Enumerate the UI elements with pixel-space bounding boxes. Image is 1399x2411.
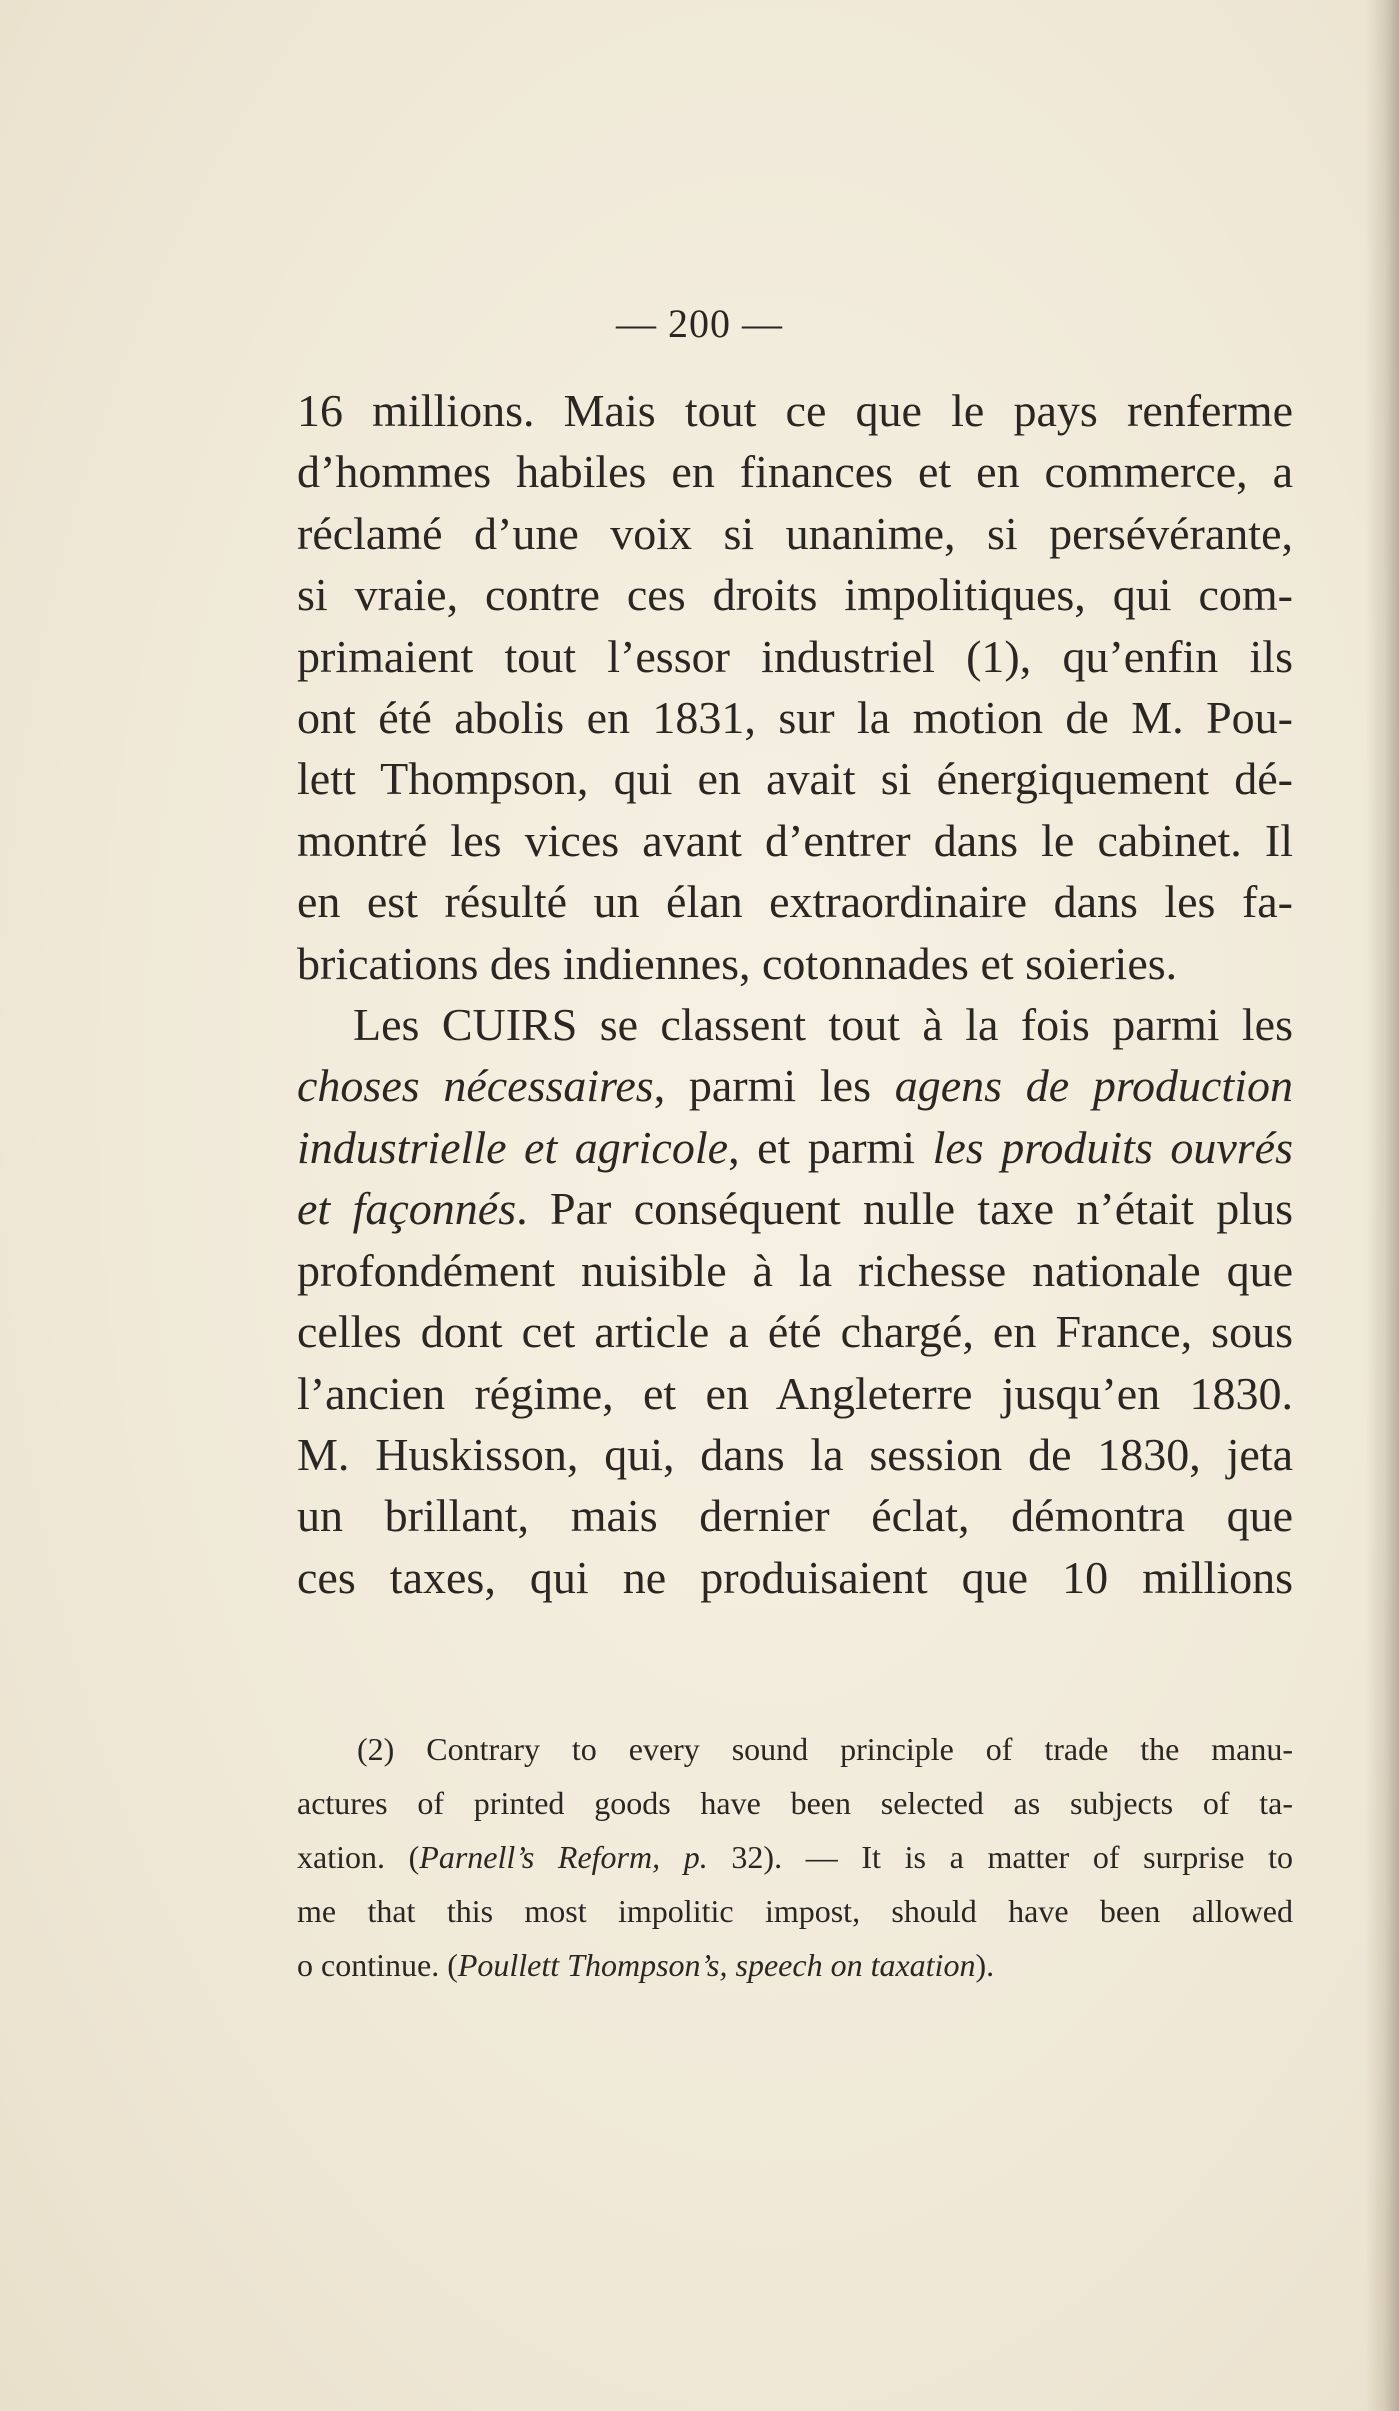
paragraph-cuirs-line — [297, 1178, 1293, 1239]
footnote-line — [297, 1830, 1293, 1884]
page-number: — 200 — — [616, 301, 783, 346]
text-run: , parmi les — [653, 1060, 895, 1112]
text-run: , et parmi — [728, 1121, 933, 1173]
citation-italic: Parnell’s Reform, p. — [419, 1839, 708, 1875]
italic-term: industrielle et agricole — [297, 1121, 729, 1173]
footnote-line: actures of printed goods have been selected as subjects of ta- — [297, 1785, 1293, 1821]
italic-term: les produits ouvrés — [932, 1121, 1294, 1173]
citation-italic: Poullett Thompson’s, speech on taxation — [457, 1947, 976, 1983]
paragraph-cuirs-line: ces taxes, qui ne produisaient que 10 millions — [297, 1551, 1293, 1603]
text-line: primaient tout l’essor industriel (1), qu’enfin ils — [297, 630, 1293, 682]
text-line: ont été abolis en 1831, sur la motion de M. Pou- — [297, 692, 1293, 744]
text-run: 32). — It is a matter of surprise to — [707, 1839, 1294, 1875]
text-run: ). — [975, 1947, 995, 1983]
italic-term: agens de production — [894, 1060, 1293, 1112]
paragraph-cuirs-line: Les CUIRS se classent tout à la fois parmi les — [353, 999, 1293, 1051]
text-line: en est résulté un élan extraordinaire dans les fa- — [297, 876, 1293, 928]
footnote-line — [297, 1938, 1293, 1992]
text-run: . Par conséquent nulle taxe n’était plus — [516, 1183, 1293, 1235]
italic-term: et façonnés — [297, 1183, 517, 1235]
paragraph-cuirs-line: profondément nuisible à la richesse nationale que — [297, 1244, 1293, 1296]
italic-term: choses nécessaires — [297, 1060, 654, 1112]
paragraph-cuirs-line: l’ancien régime, et en Angleterre jusqu’en 1830. — [297, 1367, 1293, 1419]
footnote-line: me that this most impolitic impost, should have been allowed — [297, 1893, 1293, 1929]
footnote — [297, 1722, 1293, 1992]
paragraph-cuirs-line — [297, 1117, 1293, 1178]
text-line: lett Thompson, qui en avait si énergiquement dé- — [297, 753, 1293, 805]
paragraph-cuirs-line: celles dont cet article a été chargé, en France, sous — [297, 1306, 1293, 1358]
paragraph-cuirs-line: un brillant, mais dernier éclat, démontra que — [297, 1490, 1293, 1542]
main-text — [297, 380, 1293, 1608]
text-run: xation. ( — [297, 1839, 420, 1875]
text-run: o continue. ( — [297, 1947, 458, 1983]
paragraph-cuirs-line: M. Huskisson, qui, dans la session de 1830, jeta — [297, 1428, 1293, 1480]
page-edge-shadow — [1365, 0, 1399, 2411]
footnote-line: (2) Contrary to every sound principle of trade the manu- — [357, 1731, 1293, 1767]
paragraph-cuirs-line — [297, 1055, 1293, 1116]
text-line: montré les vices avant d’entrer dans le cabinet. Il — [297, 814, 1293, 866]
text-line: brications des indiennes, cotonnades et soieries. — [297, 937, 1178, 989]
text-line: 16 millions. Mais tout ce que le pays renferme — [297, 385, 1293, 436]
text-line: réclamé d’une voix si unanime, si persévérante, — [297, 507, 1293, 559]
text-line: d’hommes habiles en finances et en commerce, a — [297, 446, 1293, 498]
text-line: si vraie, contre ces droits impolitiques, qui com- — [297, 569, 1293, 621]
